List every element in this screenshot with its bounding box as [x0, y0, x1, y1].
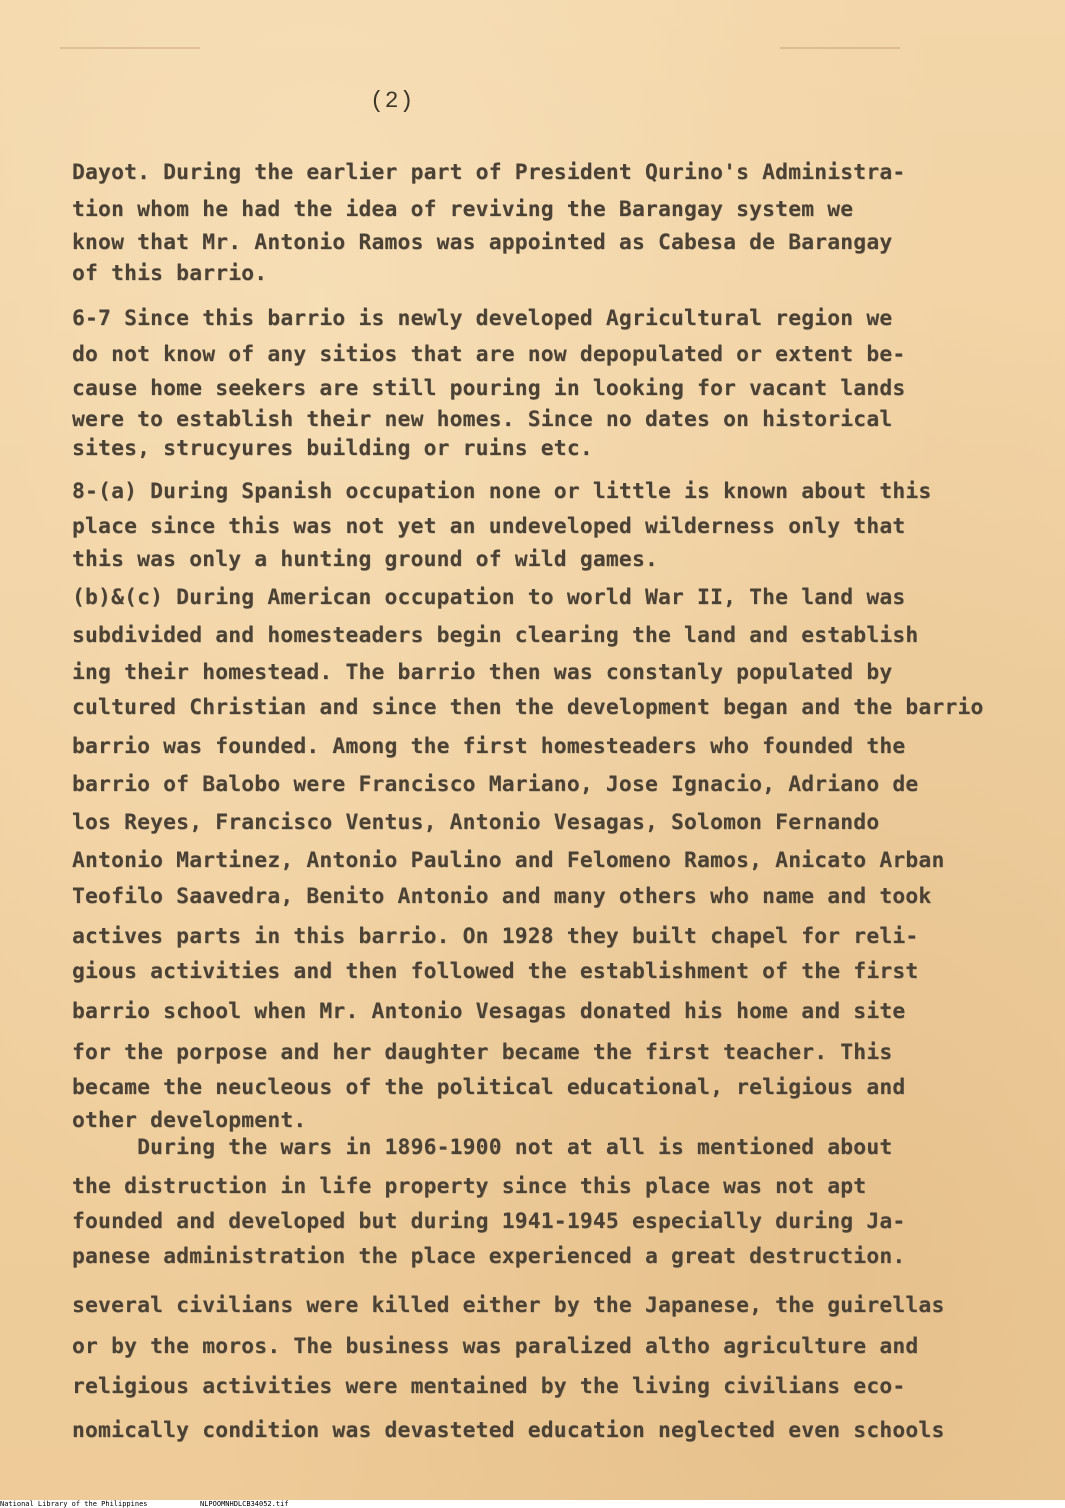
text-line: barrio was founded. Among the first homesteaders who founded the: [72, 734, 906, 759]
text-line: cause home seekers are still pouring in looking for vacant lands: [72, 376, 906, 401]
text-line: know that Mr. Antonio Ramos was appointed as Cabesa de Barangay: [72, 230, 893, 255]
text-line: for the porpose and her daughter became the first teacher. This: [72, 1040, 893, 1065]
text-line: religious activities were mentained by the living civilians eco-: [72, 1374, 906, 1399]
text-line: subdivided and homesteaders begin clearing the land and establish: [72, 623, 919, 648]
text-line: Antonio Martinez, Antonio Paulino and Felomeno Ramos, Anicato Arban: [72, 848, 945, 873]
footer-library-name: National Library of the Philippines: [0, 1500, 148, 1508]
text-line: barrio of Balobo were Francisco Mariano, Jose Ignacio, Adriano de: [72, 772, 919, 797]
text-line: became the neucleous of the political educational, religious and: [72, 1075, 906, 1100]
text-line: ing their homestead. The barrio then was constanly populated by: [72, 660, 893, 685]
text-line: place since this was not yet an undeveloped wilderness only that: [72, 514, 906, 539]
text-line: actives parts in this barrio. On 1928 they built chapel for reli-: [72, 924, 919, 949]
paper-fold-mark: [780, 47, 900, 49]
text-line: (b)&(c) During American occupation to world War II, The land was: [72, 585, 906, 610]
text-line: were to establish their new homes. Since no dates on historical: [72, 407, 893, 432]
text-line: Dayot. During the earlier part of President Qurino's Administra-: [72, 160, 906, 185]
text-line: sites, strucyures building or ruins etc.: [72, 436, 593, 461]
text-line: gious activities and then followed the establishment of the first: [72, 959, 919, 984]
text-line: barrio school when Mr. Antonio Vesagas donated his home and site: [72, 999, 906, 1024]
scan-footer: [0, 1500, 1065, 1508]
paper-fold-mark: [60, 47, 200, 49]
text-line: the distruction in life property since this place was not apt: [72, 1174, 867, 1199]
text-line: or by the moros. The business was paralized altho agriculture and: [72, 1334, 919, 1359]
text-line: tion whom he had the idea of reviving the Barangay system we: [72, 197, 854, 222]
text-line: founded and developed but during 1941-1945 especially during Ja-: [72, 1209, 906, 1234]
text-line: During the wars in 1896-1900 not at all is mentioned about: [72, 1135, 893, 1160]
text-line: los Reyes, Francisco Ventus, Antonio Vesagas, Solomon Fernando: [72, 810, 880, 835]
text-line: several civilians were killed either by the Japanese, the guirellas: [72, 1293, 945, 1318]
text-line: 6-7 Since this barrio is newly developed Agricultural region we: [72, 306, 893, 331]
text-line: nomically condition was devasteted education neglected even schools: [72, 1418, 945, 1443]
text-line: panese administration the place experienced a great destruction.: [72, 1244, 906, 1269]
text-line: do not know of any sitios that are now depopulated or extent be-: [72, 342, 906, 367]
footer-filename: NLPOOMNHDLCB34052.tif: [200, 1500, 289, 1508]
text-line: 8-(a) During Spanish occupation none or little is known about this: [72, 479, 932, 504]
text-line: Teofilo Saavedra, Benito Antonio and many others who name and took: [72, 884, 932, 909]
text-line: other development.: [72, 1108, 307, 1133]
text-line: cultured Christian and since then the development began and the barrio: [72, 695, 984, 720]
page-number: (2): [370, 88, 415, 114]
text-line: of this barrio.: [72, 261, 268, 286]
text-line: this was only a hunting ground of wild games.: [72, 547, 658, 572]
